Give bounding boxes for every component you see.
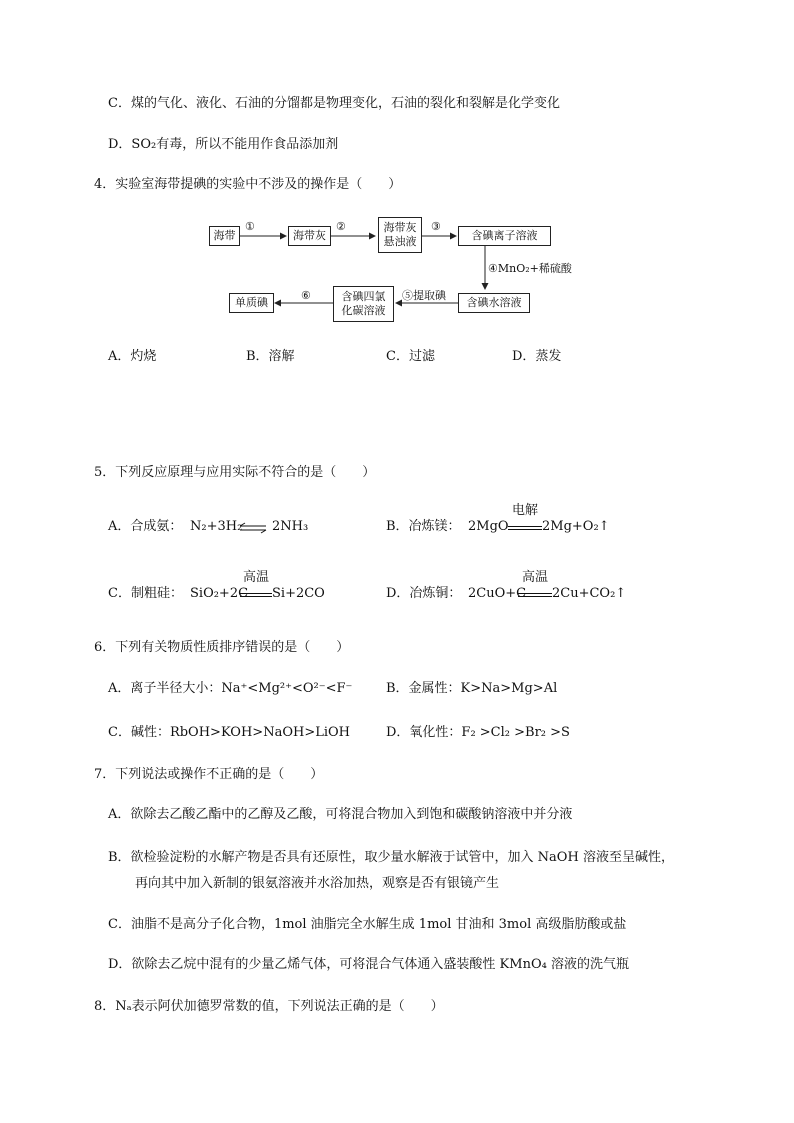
q4-option-c: C．过滤 [386,349,435,364]
q7-stem: 7．下列说法或操作不正确的是（ ） [94,767,324,782]
q4-option-a: A．灼烧 [108,349,157,364]
flow-box-xuanzhuoye: 海带灰 悬浊液 [378,217,422,253]
flow-step-6-label: ⑥ [301,289,311,302]
q5-option-d-condition: 高温 [521,570,548,585]
q5-option-d-label: D．冶炼铜： [386,586,462,601]
equals-line-icon [240,593,272,597]
q7-option-a: A．欲除去乙酸乙酯中的乙醇及乙酸，可将混合物加入到饱和碳酸钠溶液中并分液 [108,807,573,822]
q7-option-b-line1: B．欲检验淀粉的水解产物是否具有还原性，取少量水解液于试管中，加入 NaOH 溶液至呈碱性， [108,850,674,865]
q5-option-c-label: C．制粗硅： [108,586,183,601]
flow-box-haidai-hui: 海带灰 [288,226,331,246]
flow-step-5-label: ⑤提取碘 [402,289,446,302]
q3-option-c: C．煤的气化、液化、石油的分馏都是物理变化，石油的裂化和裂解是化学变化 [108,96,560,111]
q5-option-b-label: B．冶炼镁： [386,519,461,534]
q5-option-b-right: 2Mg+O₂↑ [542,519,610,534]
q5-option-c-right: Si+2CO [272,586,325,601]
q4-option-d: D．蒸发 [512,349,562,364]
q6-option-c: C．碱性：RbOH>KOH>NaOH>LiOH [108,725,350,740]
q5-option-b-condition: 电解 [511,503,538,518]
flow-step-3-label: ③ [431,220,441,233]
q7-option-b-line2: 再向其中加入新制的银氨溶液并水浴加热，观察是否有银镜产生 [135,876,500,891]
q6-option-d: D．氧化性：F₂ >Cl₂ >Br₂ >S [386,725,570,740]
equals-line-icon [508,526,542,530]
flow-step-2-label: ② [336,220,346,233]
q6-option-b: B．金属性：K>Na>Mg>Al [386,681,558,696]
flow-box-haidai: 海带 [209,226,240,246]
q5-option-a-left: N₂+3H₂ [190,519,243,534]
q7-option-d: D．欲除去乙烷中混有的少量乙烯气体，可将混合气体通入盛装酸性 KMnO₄ 溶液的洗气瓶 [108,957,629,972]
flow-box-silvhuatan-rongye: 含碘四氯 化碳溶液 [333,286,394,322]
q5-option-d-left: 2CuO+C [468,586,527,601]
q4-option-b: B．溶解 [246,349,295,364]
q5-option-a-right: 2NH₃ [272,519,309,534]
q5-option-c-condition: 高温 [242,570,269,585]
q5-option-c-left: SiO₂+2C [190,586,249,601]
flow-step-1-label: ① [245,220,255,233]
equals-line-icon [518,593,552,597]
q5-stem: 5．下列反应原理与应用实际不符合的是（ ） [94,465,376,480]
q7-option-c: C．油脂不是高分子化合物，1mol 油脂完全水解生成 1mol 甘油和 3mol 高级脂肪酸或盐 [108,917,627,932]
q6-option-a: A．离子半径大小：Na⁺<Mg²⁺<O²⁻<F⁻ [108,681,353,696]
q5-option-d-right: 2Cu+CO₂↑ [552,586,627,601]
flow-step-4-label: ④MnO₂+稀硫酸 [488,262,572,275]
flow-box-dianshui-rongye: 含碘水溶液 [458,293,530,313]
q5-option-a-label: A．合成氨： [108,519,183,534]
q4-stem: 4．实验室海带提碘的实验中不涉及的操作是（ ） [94,177,402,192]
q5-option-b-left: 2MgO [468,519,509,534]
q8-stem: 8．Nₐ表示阿伏加德罗常数的值，下列说法正确的是（ ） [94,999,444,1014]
flow-box-danzhi-dian: 单质碘 [229,293,274,313]
flow-box-dianlizi-rongye: 含碘离子溶液 [458,226,551,246]
reversible-arrow-icon [238,522,268,534]
q3-option-d: D．SO₂有毒，所以不能用作食品添加剂 [108,137,339,152]
q6-stem: 6．下列有关物质性质排序错误的是（ ） [94,640,350,655]
